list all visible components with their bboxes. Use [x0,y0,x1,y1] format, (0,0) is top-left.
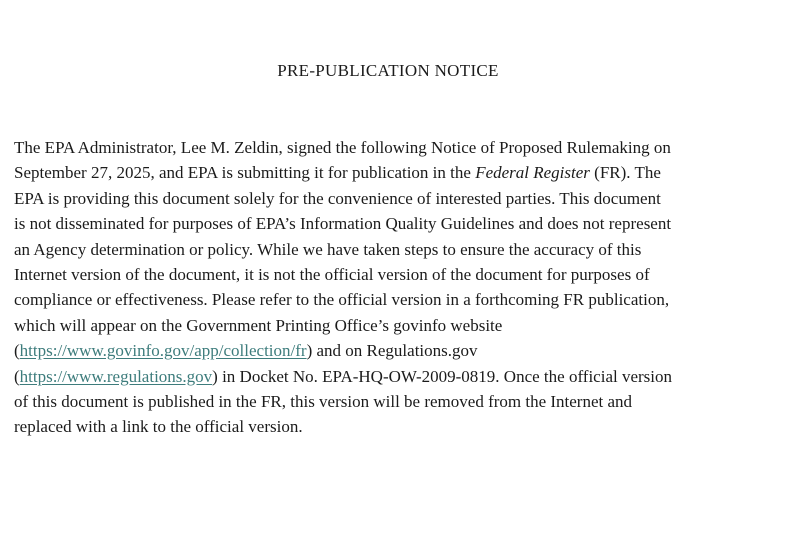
text-line [14,160,794,185]
text-run: Internet version of the document, it is not the official version of the document for purposes of [14,264,650,284]
text-line [14,313,794,338]
text-run: The EPA Administrator, Lee M. Zeldin, signed the following Notice of Proposed Rulemaking on [14,138,671,157]
text-run: which will appear on the Government Printing Office’s govinfo website [14,315,503,335]
text-run: ) in Docket No. EPA-HQ-OW-2009-0819. Once the official version [212,366,673,386]
text-line [14,135,794,160]
text-line [14,237,794,262]
document-title: PRE-PUBLICATION NOTICE [277,61,499,80]
italic-text: Federal Register [475,163,590,183]
text-run: ( [14,341,20,361]
text-run: (FR). The [589,163,661,183]
text-line [14,389,794,414]
text-run: replaced with a link to the official version. [14,417,303,437]
text-run: of this document is published in the FR, this version will be removed from the Internet and [14,391,633,411]
text-line [14,262,794,287]
text-line [14,186,794,211]
text-line [14,211,794,236]
text-run: September 27, 2025, and EPA is submitting it for publication in the [14,163,476,183]
text-run: is not disseminated for purposes of EPA’s Information Quality Guidelines and does not represent [14,214,672,234]
text-line [14,364,794,389]
text-run: compliance or effectiveness. Please refer to the official version in a forthcoming FR publication, [14,290,670,310]
text-line [14,338,794,363]
text-run: EPA is providing this document solely for the convenience of interested parties. This document [14,188,661,208]
text-run: ) and on Regulations.gov [306,341,478,361]
govinfo-link[interactable]: https://www.govinfo.gov/app/collection/fr [19,341,307,361]
notice-paragraph [14,135,794,440]
text-line [14,414,794,439]
regulations-link[interactable]: https://www.regulations.gov [19,366,213,386]
text-run: ( [14,366,20,386]
text-run: an Agency determination or policy. While we have taken steps to ensure the accuracy of this [14,239,642,259]
text-line [14,287,794,312]
